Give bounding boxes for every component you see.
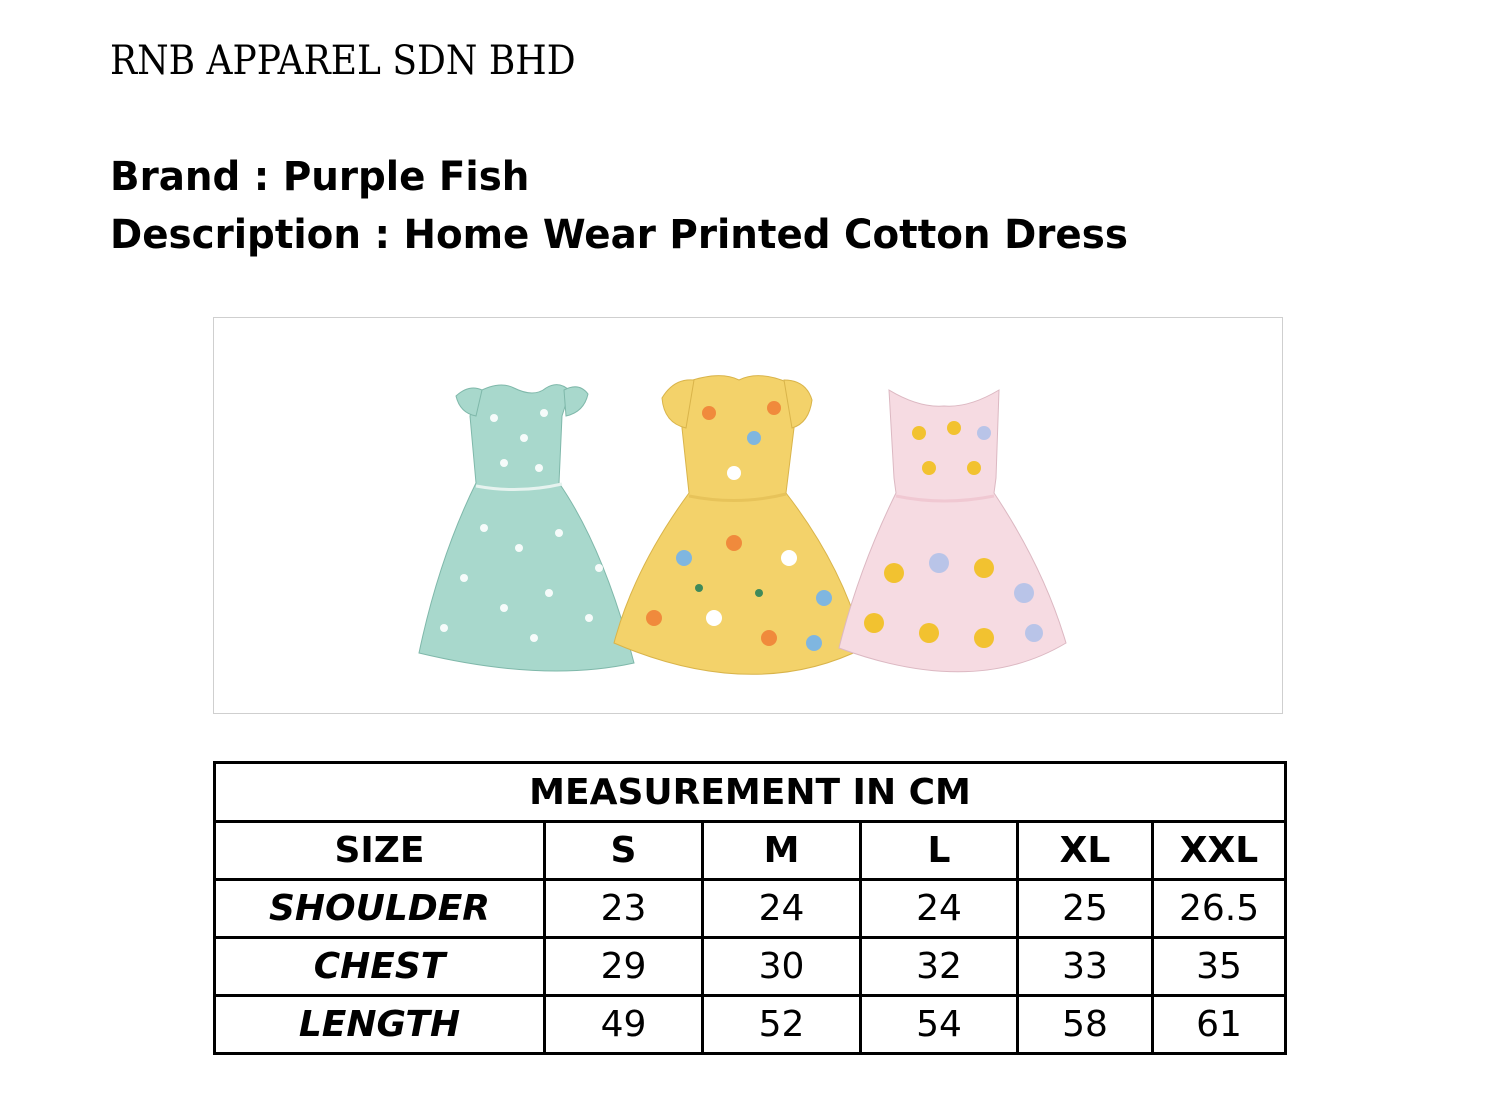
table-title: MEASUREMENT IN CM: [215, 763, 1286, 822]
mint-dress: [419, 385, 634, 671]
table-row: [215, 938, 1286, 996]
cell-value: 24: [861, 880, 1018, 938]
row-label-length: LENGTH: [215, 996, 545, 1054]
table-row: [215, 996, 1286, 1054]
product-photo: [213, 317, 1283, 714]
header-xl: XL: [1018, 822, 1153, 880]
cell-value: 54: [861, 996, 1018, 1054]
cell-value: 33: [1018, 938, 1153, 996]
cell-value: 30: [703, 938, 861, 996]
cell-value: 32: [861, 938, 1018, 996]
header-m: M: [703, 822, 861, 880]
cell-value: 49: [545, 996, 703, 1054]
brand-line: Brand : Purple Fish: [110, 154, 530, 200]
description-line: Description : Home Wear Printed Cotton Dress: [110, 212, 1128, 258]
pink-dress: [839, 390, 1066, 672]
header-size: SIZE: [215, 822, 545, 880]
cell-value: 58: [1018, 996, 1153, 1054]
cell-value: 29: [545, 938, 703, 996]
header-s: S: [545, 822, 703, 880]
cell-value: 52: [703, 996, 861, 1054]
row-label-shoulder: SHOULDER: [215, 880, 545, 938]
cell-value: 26.5: [1153, 880, 1286, 938]
cell-value: 25: [1018, 880, 1153, 938]
table-row: [215, 880, 1286, 938]
header-l: L: [861, 822, 1018, 880]
yellow-dress: [614, 376, 864, 675]
table-title-row: [215, 763, 1286, 822]
header-xxl: XXL: [1153, 822, 1286, 880]
cell-value: 24: [703, 880, 861, 938]
cell-value: 61: [1153, 996, 1286, 1054]
measurement-table: [213, 761, 1287, 1055]
cell-value: 23: [545, 880, 703, 938]
table-header-row: [215, 822, 1286, 880]
company-name: RNB APPAREL SDN BHD: [110, 38, 576, 84]
cell-value: 35: [1153, 938, 1286, 996]
dresses-illustration: [214, 318, 1284, 715]
row-label-chest: CHEST: [215, 938, 545, 996]
